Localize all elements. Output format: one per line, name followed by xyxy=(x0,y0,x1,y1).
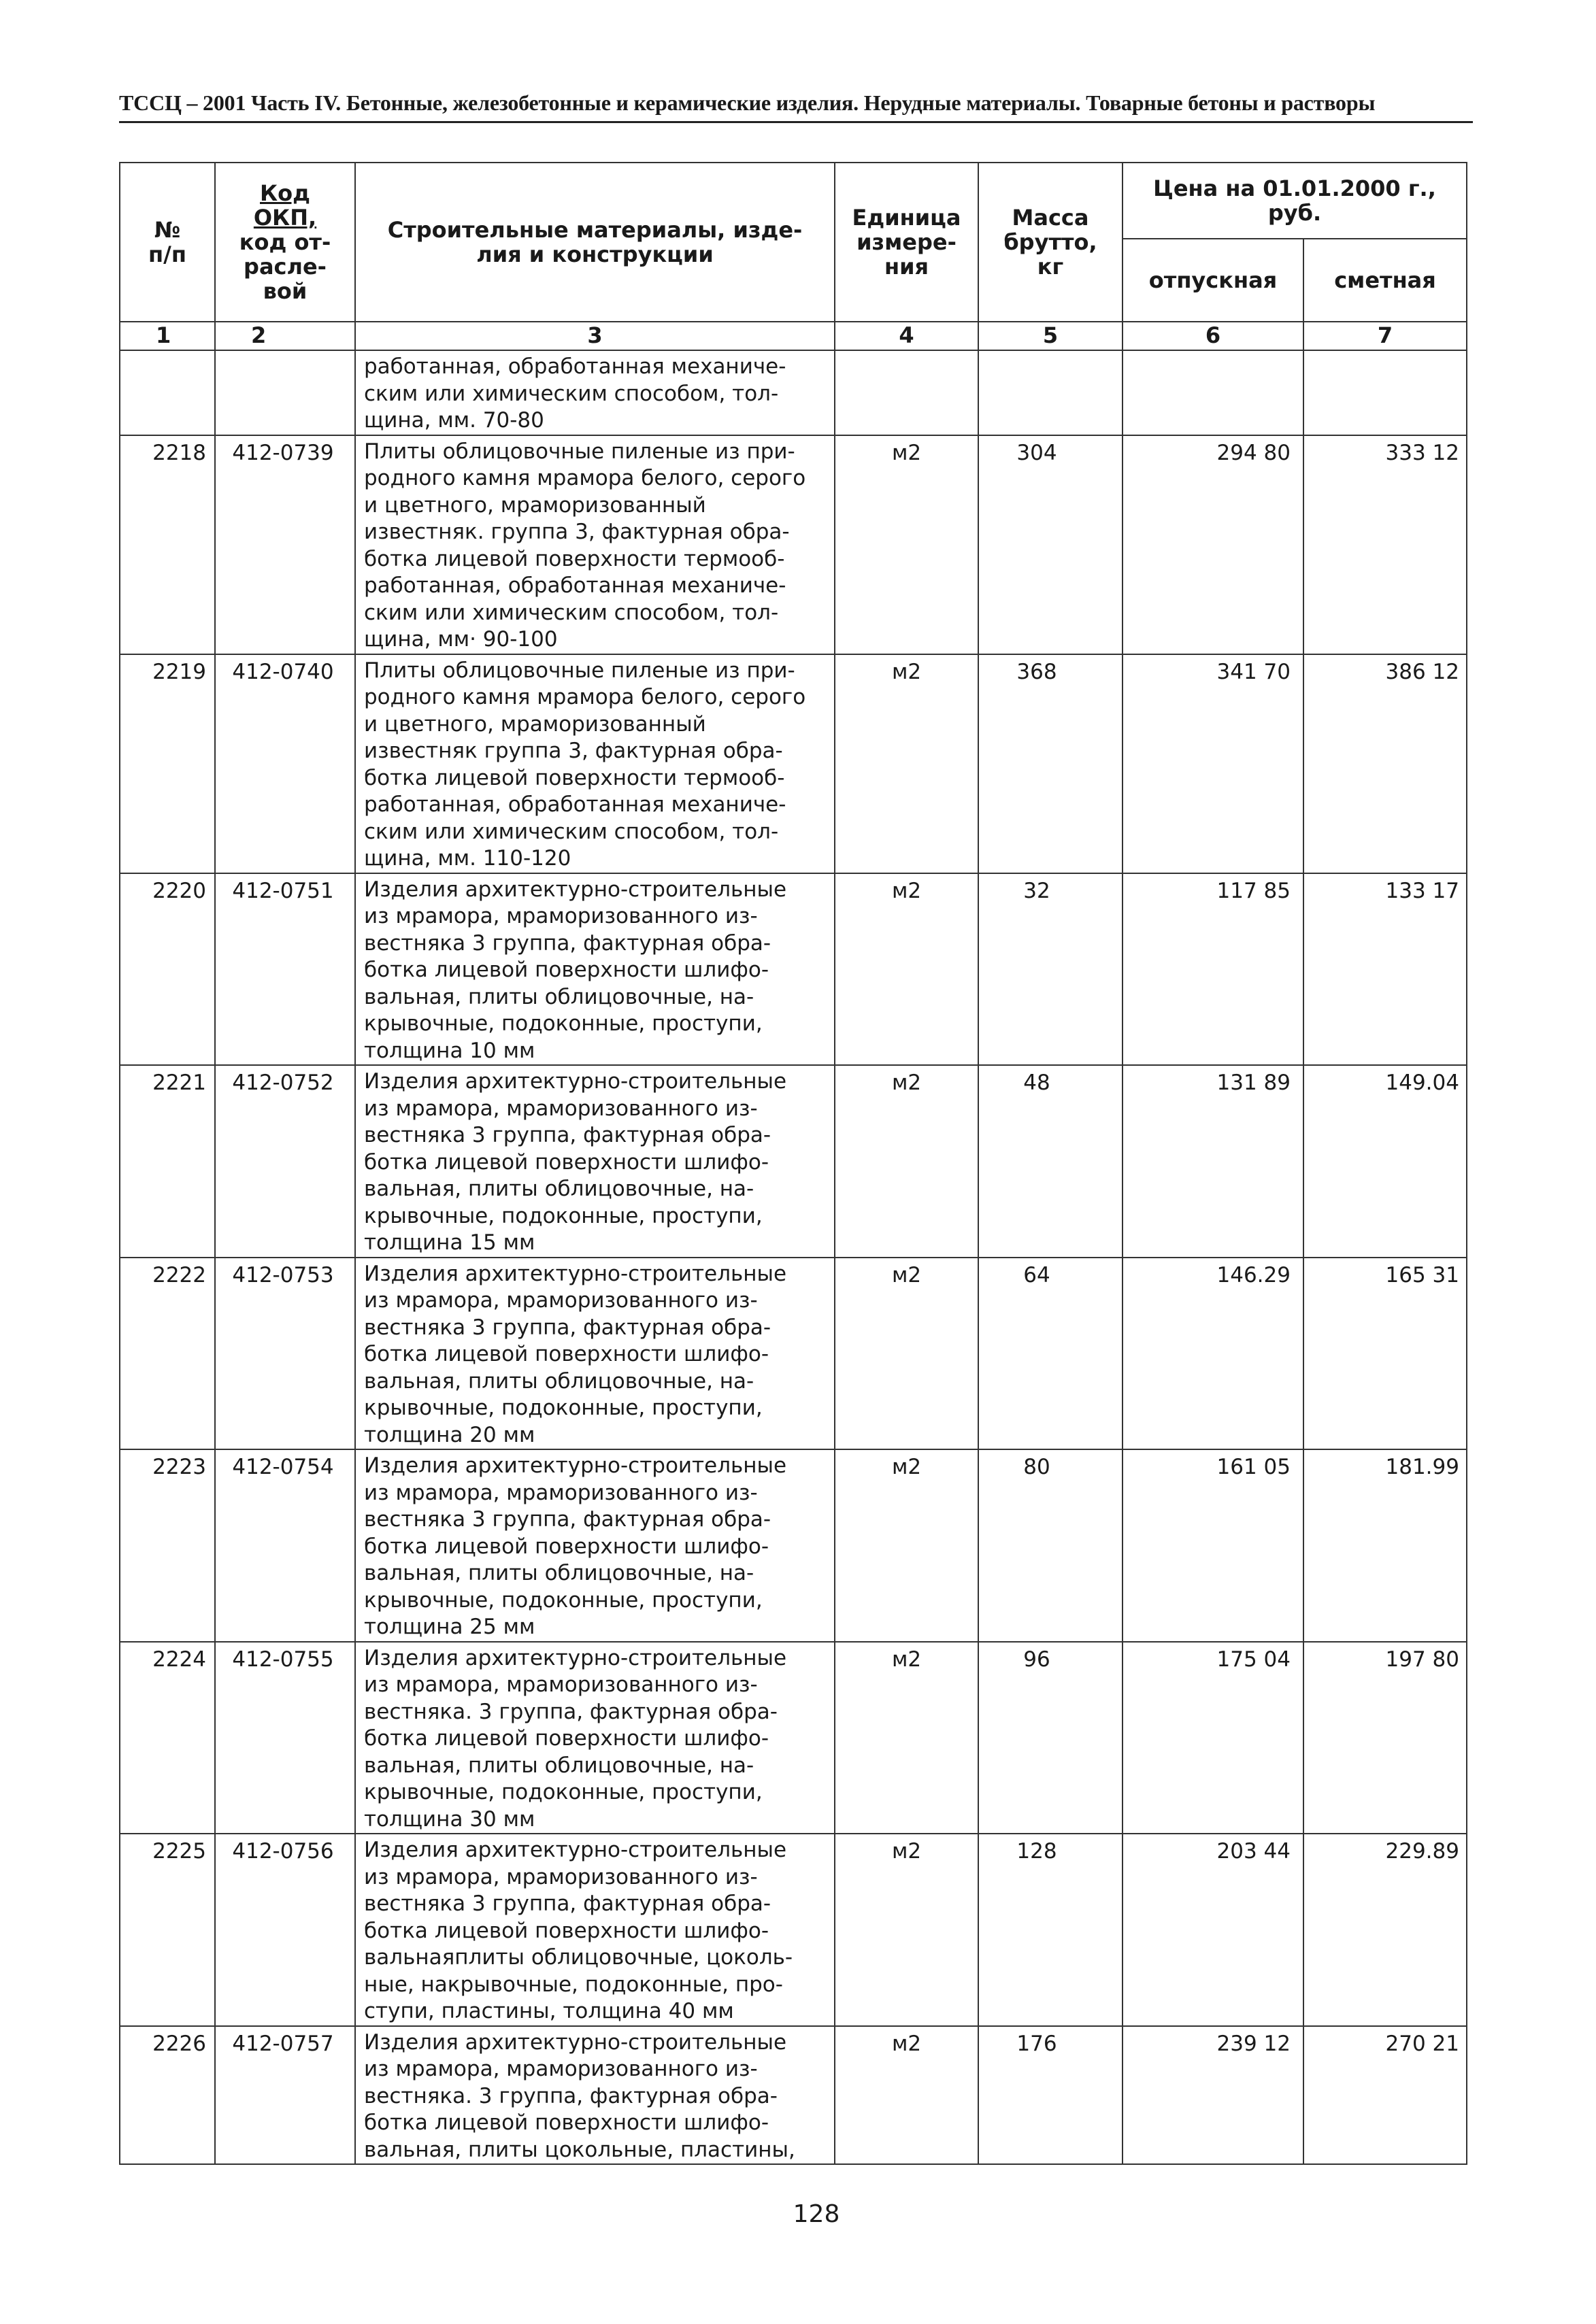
release-price: 117 85 xyxy=(1123,873,1303,1066)
description-line: толщина 15 мм xyxy=(364,1230,535,1255)
release-price: 131 89 xyxy=(1123,1065,1303,1258)
description-line: Плиты облицовочные пиленые из при- xyxy=(364,439,795,464)
row-number: 2218 xyxy=(120,435,215,654)
material-description xyxy=(355,435,835,654)
description-line: Изделия архитектурно-строительные xyxy=(364,877,787,902)
header-code: Код ОКП, код от- расле- вой xyxy=(215,163,355,322)
description-line: Изделия архитектурно-строительные xyxy=(364,1069,787,1094)
description-line: ные, накрывочные, подоконные, про- xyxy=(364,1972,783,1997)
estimate-price xyxy=(1303,350,1467,435)
material-description xyxy=(355,350,835,435)
release-price: 341 70 xyxy=(1123,654,1303,873)
table-body xyxy=(120,350,1467,2164)
release-price: 239 12 xyxy=(1123,2026,1303,2165)
description-line: толщина 30 мм xyxy=(364,1806,535,1832)
description-line: работанная, обработанная механиче- xyxy=(364,573,786,598)
description-line: Плиты облицовочные пиленые из при- xyxy=(364,658,795,683)
description-line: ботка лицевой поверхности шлифо- xyxy=(364,1726,769,1751)
okp-code: 412-0739 xyxy=(215,435,355,654)
estimate-price: 386 12 xyxy=(1303,654,1467,873)
unit-of-measure: м2 xyxy=(835,654,978,873)
description-line: Изделия архитектурно-строительные xyxy=(364,1261,787,1286)
gross-mass: 368 xyxy=(978,654,1123,873)
description-line: крывочные, подоконные, проступи, xyxy=(364,1780,763,1804)
gross-mass: 48 xyxy=(978,1065,1123,1258)
row-number: 2224 xyxy=(120,1642,215,1834)
row-number: 2223 xyxy=(120,1449,215,1642)
table-row xyxy=(120,1834,1467,2026)
unit-of-measure xyxy=(835,350,978,435)
description-line: работанная, обработанная механиче- xyxy=(364,792,786,817)
description-line: ботка лицевой поверхности термооб- xyxy=(364,546,785,571)
column-number: 1 xyxy=(120,322,215,350)
column-number: 6 xyxy=(1123,322,1303,350)
header-price-release: отпускная xyxy=(1123,239,1303,322)
table-row xyxy=(120,1449,1467,1642)
description-line: из мрамора, мраморизованного из- xyxy=(364,1480,758,1505)
description-line: известняк группа 3, фактурная обра- xyxy=(364,739,783,763)
row-number: 2221 xyxy=(120,1065,215,1258)
gross-mass: 64 xyxy=(978,1258,1123,1450)
row-number: 2226 xyxy=(120,2026,215,2165)
unit-of-measure: м2 xyxy=(835,2026,978,2165)
material-description xyxy=(355,1449,835,1642)
gross-mass xyxy=(978,350,1123,435)
release-price: 203 44 xyxy=(1123,1834,1303,2026)
description-line: вестняка 3 группа, фактурная обра- xyxy=(364,1891,771,1916)
description-line: ботка лицевой поверхности шлифо- xyxy=(364,1342,769,1366)
description-line: ским или химическим способом, тол- xyxy=(364,600,779,625)
description-line: из мрамора, мраморизованного из- xyxy=(364,904,758,928)
description-line: толщина 10 мм xyxy=(364,1038,535,1063)
release-price: 294 80 xyxy=(1123,435,1303,654)
estimate-price: 181.99 xyxy=(1303,1449,1467,1642)
description-line: ботка лицевой поверхности шлифо- xyxy=(364,1149,769,1175)
row-number: 2225 xyxy=(120,1834,215,2026)
description-line: вальная, плиты облицовочные, на- xyxy=(364,1177,754,1201)
table-row xyxy=(120,1065,1467,1258)
table-row xyxy=(120,2026,1467,2165)
description-line: ботка лицевой поверхности термооб- xyxy=(364,765,785,790)
description-line: Изделия архитектурно-строительные xyxy=(364,2030,787,2055)
unit-of-measure: м2 xyxy=(835,435,978,654)
description-line: вальнаяплиты облицовочные, цоколь- xyxy=(364,1945,793,1970)
description-line: и цветного, мраморизованный xyxy=(364,711,706,737)
description-line: крывочные, подоконные, проступи, xyxy=(364,1587,763,1613)
table-row xyxy=(120,350,1467,435)
header-material: Строительные материалы, изде- лия и конструкции xyxy=(355,163,835,322)
estimate-price: 197 80 xyxy=(1303,1642,1467,1834)
okp-code: 412-0753 xyxy=(215,1258,355,1450)
description-line: крывочные, подоконные, проступи, xyxy=(364,1011,763,1036)
gross-mass: 176 xyxy=(978,2026,1123,2165)
okp-code: 412-0740 xyxy=(215,654,355,873)
release-price: 161 05 xyxy=(1123,1449,1303,1642)
description-line: вестняка. 3 группа, фактурная обра- xyxy=(364,2083,778,2108)
gross-mass: 304 xyxy=(978,435,1123,654)
estimate-price: 149.04 xyxy=(1303,1065,1467,1258)
description-line: щина, мм. 70-80 xyxy=(364,408,544,433)
table-row xyxy=(120,1258,1467,1450)
row-number: 2219 xyxy=(120,654,215,873)
release-price: 146.29 xyxy=(1123,1258,1303,1450)
estimate-price: 165 31 xyxy=(1303,1258,1467,1450)
unit-of-measure: м2 xyxy=(835,1258,978,1450)
table-row xyxy=(120,1642,1467,1834)
description-line: известняк. группа 3, фактурная обра- xyxy=(364,520,790,544)
description-line: Изделия архитектурно-строительные xyxy=(364,1453,787,1478)
description-line: ботка лицевой поверхности шлифо- xyxy=(364,1534,769,1559)
material-description xyxy=(355,2026,835,2165)
column-number: 5 xyxy=(978,322,1123,350)
material-description xyxy=(355,1258,835,1450)
header-price-estimate: сметная xyxy=(1303,239,1467,322)
gross-mass: 128 xyxy=(978,1834,1123,2026)
material-description xyxy=(355,1065,835,1258)
description-line: вальная, плиты облицовочные, на- xyxy=(364,984,754,1009)
description-line: щина, мм. 110-120 xyxy=(364,846,571,871)
description-line: ступи, пластины, толщина 40 мм xyxy=(364,1999,734,2023)
unit-of-measure: м2 xyxy=(835,1065,978,1258)
description-line: родного камня мрамора белого, серого xyxy=(364,685,806,709)
unit-of-measure: м2 xyxy=(835,1449,978,1642)
description-line: из мрамора, мраморизованного из- xyxy=(364,1864,758,1889)
description-line: Изделия архитектурно-строительные xyxy=(364,1838,787,1862)
gross-mass: 80 xyxy=(978,1449,1123,1642)
estimate-price: 133 17 xyxy=(1303,873,1467,1066)
row-number: 2220 xyxy=(120,873,215,1066)
material-description xyxy=(355,1642,835,1834)
material-description xyxy=(355,873,835,1066)
estimate-price: 333 12 xyxy=(1303,435,1467,654)
okp-code: 412-0757 xyxy=(215,2026,355,2165)
column-number: 4 xyxy=(835,322,978,350)
description-line: толщина 25 мм xyxy=(364,1615,535,1639)
page-number: 128 xyxy=(793,2200,840,2228)
description-line: вестняка 3 группа, фактурная обра- xyxy=(364,1315,771,1340)
description-line: вестняка 3 группа, фактурная обра- xyxy=(364,1507,771,1532)
release-price xyxy=(1123,350,1303,435)
description-line: вестняка. 3 группа, фактурная обра- xyxy=(364,1699,778,1724)
table-row xyxy=(120,873,1467,1066)
description-line: крывочные, подоконные, проступи, xyxy=(364,1396,763,1420)
description-line: ским или химическим способом, тол- xyxy=(364,819,779,844)
description-line: вальная, плиты облицовочные, на- xyxy=(364,1561,754,1585)
header-unit: Единица измере- ния xyxy=(835,163,978,322)
okp-code: 412-0754 xyxy=(215,1449,355,1642)
page-header: ТССЦ – 2001 Часть IV. Бетонные, железобетонные и керамические изделия. Нерудные материалы. Товарные бетоны и растворы xyxy=(119,90,1376,115)
header-mass: Масса брутто, кг xyxy=(978,163,1123,322)
okp-code: 412-0752 xyxy=(215,1065,355,1258)
description-line: из мрамора, мраморизованного из- xyxy=(364,1672,758,1697)
column-number-row xyxy=(120,322,1467,350)
description-line: Изделия архитектурно-строительные xyxy=(364,1645,787,1670)
description-line: толщина 20 мм xyxy=(364,1422,535,1447)
row-number: 2222 xyxy=(120,1258,215,1450)
price-table xyxy=(119,162,1467,2165)
description-line: вальная, плиты облицовочные, на- xyxy=(364,1753,754,1778)
header-price: Цена на 01.01.2000 г., руб. xyxy=(1123,163,1467,239)
okp-code: 412-0755 xyxy=(215,1642,355,1834)
material-description xyxy=(355,654,835,873)
material-description xyxy=(355,1834,835,2026)
okp-code: 412-0751 xyxy=(215,873,355,1066)
description-line: родного камня мрамора белого, серого xyxy=(364,466,806,490)
column-number: 3 xyxy=(355,322,835,350)
description-line: ботка лицевой поверхности шлифо- xyxy=(364,958,769,982)
unit-of-measure: м2 xyxy=(835,1834,978,2026)
unit-of-measure: м2 xyxy=(835,873,978,1066)
row-number xyxy=(120,350,215,435)
estimate-price: 270 21 xyxy=(1303,2026,1467,2165)
description-line: вестняка 3 группа, фактурная обра- xyxy=(364,1123,771,1147)
column-number: 7 xyxy=(1303,322,1467,350)
description-line: ботка лицевой поверхности шлифо- xyxy=(364,2110,769,2135)
table-row xyxy=(120,435,1467,654)
release-price: 175 04 xyxy=(1123,1642,1303,1834)
gross-mass: 96 xyxy=(978,1642,1123,1834)
okp-code xyxy=(215,350,355,435)
table-header xyxy=(120,163,1467,350)
column-number: 2 xyxy=(215,322,355,350)
description-line: из мрамора, мраморизованного из- xyxy=(364,2057,758,2081)
gross-mass: 32 xyxy=(978,873,1123,1066)
description-line: работанная, обработанная механиче- xyxy=(364,354,786,379)
description-line: вальная, плиты цокольные, пластины, xyxy=(364,2137,795,2162)
description-line: ботка лицевой поверхности шлифо- xyxy=(364,1918,769,1943)
description-line: крывочные, подоконные, проступи, xyxy=(364,1203,763,1228)
table-row xyxy=(120,654,1467,873)
unit-of-measure: м2 xyxy=(835,1642,978,1834)
description-line: и цветного, мраморизованный xyxy=(364,492,706,518)
description-line: ским или химическим способом, тол- xyxy=(364,381,779,406)
estimate-price: 229.89 xyxy=(1303,1834,1467,2026)
description-line: вестняка 3 группа, фактурная обра- xyxy=(364,930,771,956)
description-line: из мрамора, мраморизованного из- xyxy=(364,1096,758,1121)
okp-code: 412-0756 xyxy=(215,1834,355,2026)
description-line: вальная, плиты облицовочные, на- xyxy=(364,1368,754,1394)
description-line: щина, мм· 90-100 xyxy=(364,627,558,652)
header-num: № п/п xyxy=(120,163,215,322)
header-divider xyxy=(119,121,1473,123)
description-line: из мрамора, мраморизованного из- xyxy=(364,1288,758,1313)
